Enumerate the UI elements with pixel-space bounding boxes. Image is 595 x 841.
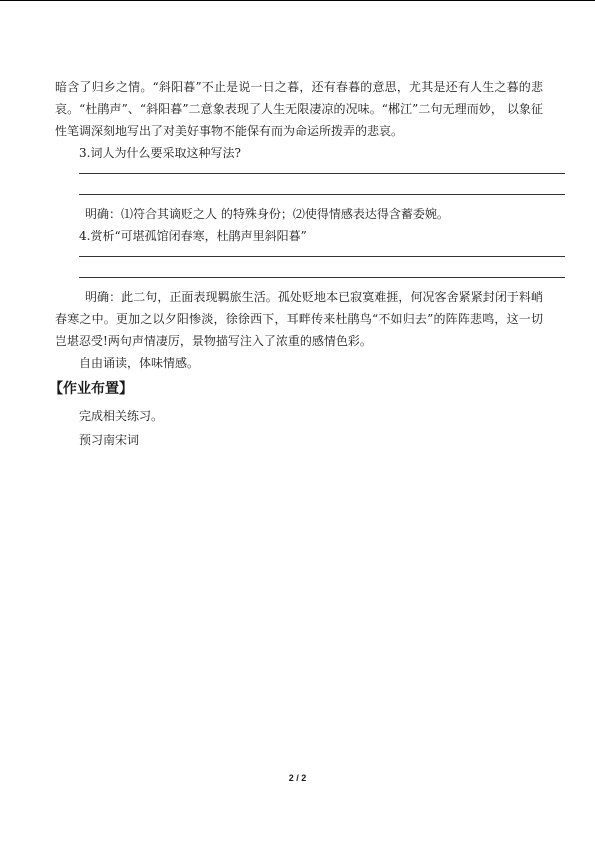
homework-item: 完成相关练习。 [79,409,164,423]
question-3: 3.词人为什么要采取这种写法? [79,146,241,160]
question-4: 4.赏析“可堪孤馆闭春寒，杜鹃声里斜阳暮” [79,229,307,243]
homework-item: 预习南宋词 [79,433,140,447]
top-border [0,0,595,1]
recite-instruction: 自由诵读，体味情感。 [79,356,200,370]
answer-3: 明确：⑴符合其谪贬之人 的特殊身份；⑵使得情感表达得含蓄委婉。 [85,207,449,221]
homework-heading: 【作业布置】 [49,381,133,397]
answer-4: 明确：此二句，正面表现羁旅生活。孤处贬地本已寂寞难捱，何况客舍紧紧封闭于料峭春寒之中。更加之以夕阳惨淡，徐徐西下，耳畔传来杜鹃鸟“不如归去”的阵阵悲鸣，这一切岂堪忍受!两句声情凄厉，景物描写注入了浓重的感情色彩。 [55,290,543,348]
analysis-paragraph: 暗含了归乡之情。“斜阳暮”不止是说一日之暮，还有春暮的意思，尤其是还有人生之暮的悲哀。“杜鹃声”、“斜阳暮”二意象表现了人生无限凄凉的况味。“郴江”二句无理而妙， 以象征性笔调深刻地写出了对美好事物不能保有而为命运所拨弄的悲哀。 [55,80,543,138]
document-body [49,76,543,452]
page-number: 2 / 2 [288,773,307,783]
